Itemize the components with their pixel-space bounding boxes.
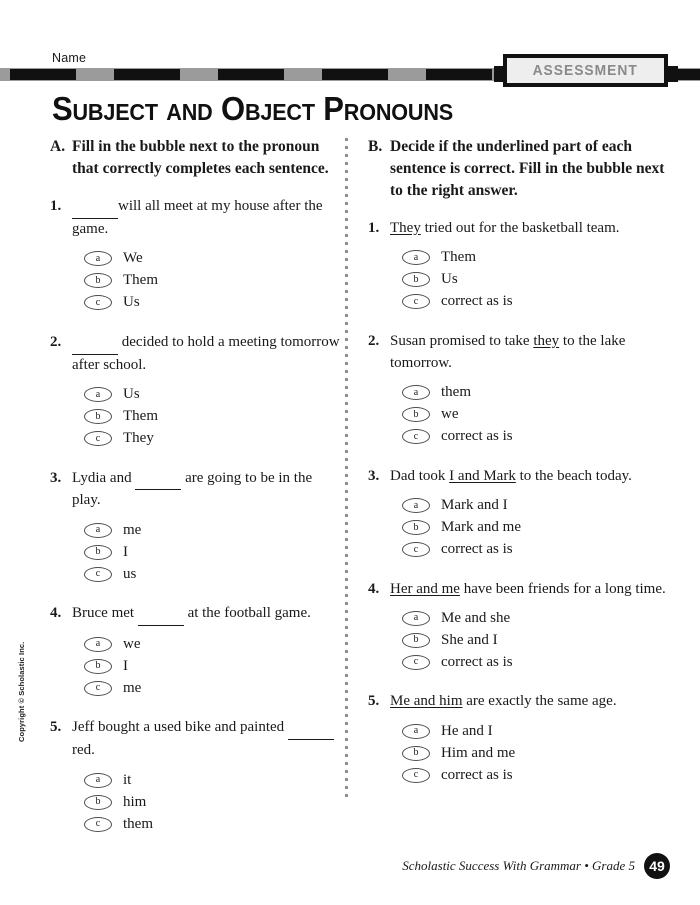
answer-choice-c[interactable] (402, 764, 668, 786)
answer-choice-text: We (123, 250, 143, 267)
answer-choice-b[interactable] (84, 541, 340, 563)
answer-choices (84, 519, 340, 585)
answer-choice-b[interactable] (84, 791, 340, 813)
bubble-letter: b (413, 747, 419, 759)
answer-bubble-icon[interactable] (84, 387, 112, 402)
bubble-letter: c (95, 818, 101, 830)
answer-choice-text: She and I (441, 631, 498, 648)
bubble-letter: a (413, 499, 419, 511)
answer-bubble-icon[interactable] (402, 407, 430, 422)
question-number: 1. (50, 198, 62, 214)
stem-text: Dad took (390, 467, 450, 484)
answer-choice-text: me (123, 679, 142, 696)
question-body (72, 196, 340, 328)
answer-choice-text: Them (123, 408, 158, 425)
answer-bubble-icon[interactable] (84, 295, 112, 310)
question-number: 1. (368, 220, 380, 236)
answer-choice-a[interactable] (84, 633, 340, 655)
answer-choices (84, 384, 340, 450)
answer-bubble-icon[interactable] (84, 567, 112, 582)
bubble-letter: b (413, 408, 419, 420)
answer-bubble-icon[interactable] (84, 817, 112, 832)
answer-choice-a[interactable] (402, 382, 668, 404)
answer-choice-a[interactable] (402, 720, 668, 742)
answer-choices (84, 248, 340, 314)
fill-in-blank[interactable] (72, 332, 118, 355)
stem-text: tried out for the basketball team. (420, 220, 620, 236)
bubble-letter: a (413, 725, 419, 737)
answer-choice-a[interactable] (402, 247, 668, 269)
copyright-notice: Copyright © Scholastic Inc. (17, 641, 26, 742)
answer-choices (402, 607, 668, 673)
answer-choice-text: them (441, 384, 471, 401)
stem-text: Lydia and (72, 469, 136, 486)
question-item (50, 196, 340, 328)
stem-text: Bruce met (72, 605, 138, 622)
answer-choice-c[interactable] (402, 426, 668, 448)
answer-choice-a[interactable] (402, 495, 668, 517)
question-body (390, 331, 668, 462)
question-number: 3. (50, 469, 62, 486)
question-number: 2. (368, 332, 380, 349)
answer-choice-b[interactable] (84, 270, 340, 292)
question-stem (72, 717, 340, 762)
page-number-badge: 49 (644, 853, 670, 879)
name-label: Name (52, 51, 87, 65)
badge-nub-right (666, 66, 678, 82)
bubble-letter: b (95, 410, 101, 422)
bubble-letter: c (95, 432, 101, 444)
answer-bubble-icon[interactable] (402, 724, 430, 739)
answer-choice-c[interactable] (84, 563, 340, 585)
question-body (390, 579, 668, 688)
answer-choice-c[interactable] (84, 292, 340, 314)
bubble-letter: b (95, 660, 101, 672)
answer-choice-b[interactable] (402, 404, 668, 426)
bubble-letter: a (413, 612, 419, 624)
question-body (72, 332, 340, 464)
bubble-letter: c (413, 295, 419, 307)
answer-choice-text: Him and me (441, 744, 516, 761)
fill-in-blank[interactable] (288, 717, 334, 740)
section-letter: A. (50, 138, 66, 155)
question-number: 2. (50, 333, 62, 350)
question-body (390, 218, 668, 327)
answer-choice-text: Us (123, 386, 140, 403)
stem-text: are exactly the same age. (462, 693, 617, 710)
question-body (72, 603, 340, 713)
answer-bubble-icon[interactable] (84, 545, 112, 560)
question-number: 3. (368, 467, 380, 484)
answer-choices (84, 633, 340, 699)
answer-bubble-icon[interactable] (402, 611, 430, 626)
answer-choice-c[interactable] (402, 291, 668, 313)
bubble-letter: c (95, 296, 101, 308)
question-number: 5. (50, 719, 62, 736)
answer-choice-b[interactable] (402, 517, 668, 539)
answer-bubble-icon[interactable] (84, 431, 112, 446)
question-number: 5. (368, 693, 380, 710)
page-title: Subject and Object Pronouns (52, 90, 454, 127)
question-stem (390, 466, 668, 488)
answer-choices (402, 247, 668, 313)
answer-choice-b[interactable] (402, 742, 668, 764)
header-bar-dash (10, 69, 76, 80)
question-item (50, 603, 340, 713)
bubble-letter: a (413, 251, 419, 263)
bubble-letter: a (95, 388, 101, 400)
answer-choice-text: we (441, 406, 459, 423)
bubble-letter: c (95, 568, 101, 580)
answer-choice-text: Us (123, 294, 140, 311)
stem-text: will all meet at my house after the game. (72, 198, 323, 237)
header-bar-dash (322, 69, 388, 80)
question-item (368, 466, 668, 575)
answer-bubble-icon[interactable] (402, 294, 430, 309)
answer-bubble-icon[interactable] (402, 746, 430, 761)
answer-bubble-icon[interactable] (84, 659, 112, 674)
answer-choices (402, 495, 668, 561)
stem-text: to the lake tomorrow. (390, 332, 626, 371)
question-body (390, 691, 668, 800)
answer-choice-a[interactable] (402, 607, 668, 629)
bubble-letter: a (95, 252, 101, 264)
stem-text: red. (72, 742, 95, 759)
question-item (368, 331, 668, 462)
section-b-column (368, 136, 668, 804)
answer-choice-text: we (123, 635, 141, 652)
answer-choices (402, 720, 668, 786)
column-divider (345, 138, 348, 800)
answer-choice-text: me (123, 521, 142, 538)
header-bar-dash (114, 69, 180, 80)
bubble-letter: a (95, 524, 101, 536)
bubble-letter: b (413, 634, 419, 646)
answer-choice-text: Mark and I (441, 497, 508, 514)
page-footer (402, 853, 670, 879)
answer-bubble-icon[interactable] (84, 637, 112, 652)
answer-choice-text: I (123, 657, 128, 674)
question-number: 4. (50, 605, 62, 622)
answer-bubble-icon[interactable] (402, 520, 430, 535)
answer-bubble-icon[interactable] (402, 272, 430, 287)
question-body (72, 717, 340, 849)
answer-choice-text: They (123, 430, 154, 447)
answer-bubble-icon[interactable] (84, 251, 112, 266)
bubble-letter: a (95, 638, 101, 650)
answer-choice-b[interactable] (84, 406, 340, 428)
answer-choice-text: him (123, 793, 147, 810)
bubble-letter: c (95, 682, 101, 694)
bubble-letter: b (95, 546, 101, 558)
answer-choice-c[interactable] (402, 651, 668, 673)
answer-choice-c[interactable] (84, 428, 340, 450)
question-item (50, 717, 340, 849)
answer-choice-b[interactable] (402, 269, 668, 291)
stem-text: have been friends for a long time. (459, 580, 666, 597)
section-instructions-text: Decide if the underlined part of each sentence is correct. Fill in the bubble next to the right answer. (390, 138, 665, 199)
fill-in-blank[interactable] (135, 468, 181, 491)
section-instructions (368, 136, 668, 202)
answer-choice-text: He and I (441, 722, 493, 739)
question-item (50, 468, 340, 600)
header-bar-dash (218, 69, 284, 80)
answer-bubble-icon[interactable] (84, 523, 112, 538)
fill-in-blank[interactable] (138, 603, 184, 626)
answer-choice-text: it (123, 771, 132, 788)
bubble-letter: c (413, 430, 419, 442)
question-item (368, 691, 668, 800)
answer-choice-text: correct as is (441, 766, 513, 783)
question-stem (390, 331, 668, 375)
answer-choice-text: I (123, 543, 128, 560)
question-body (72, 468, 340, 600)
answer-bubble-icon[interactable] (402, 498, 430, 513)
answer-choice-text: Mark and me (441, 519, 521, 536)
question-stem (390, 218, 668, 240)
answer-bubble-icon[interactable] (402, 655, 430, 670)
stem-text: at the football game. (183, 605, 311, 622)
bubble-letter: b (95, 796, 101, 808)
question-number: 4. (368, 580, 380, 597)
answer-bubble-icon[interactable] (402, 385, 430, 400)
section-a-column (50, 136, 340, 853)
section-letter: B. (368, 138, 383, 155)
answer-bubble-icon[interactable] (84, 273, 112, 288)
answer-choice-a[interactable] (84, 519, 340, 541)
answer-choice-b[interactable] (84, 655, 340, 677)
bubble-letter: b (413, 273, 419, 285)
bubble-letter: c (413, 769, 419, 781)
bubble-letter: a (95, 774, 101, 786)
underlined-phrase: I and Mark (449, 467, 516, 484)
answer-choice-c[interactable] (84, 677, 340, 699)
question-stem (72, 196, 340, 241)
stem-text: are going to be in the play. (72, 469, 313, 509)
footer-series-text: Scholastic Success With Grammar • Grade 5 (402, 858, 635, 873)
answer-choice-text: Me and she (441, 609, 511, 626)
question-item (368, 579, 668, 688)
stem-text: to the beach today. (515, 467, 632, 484)
question-stem (390, 691, 668, 713)
answer-choice-a[interactable] (84, 248, 340, 270)
answer-choice-text: correct as is (441, 293, 513, 310)
question-stem (72, 468, 340, 513)
section-instructions (50, 136, 340, 180)
fill-in-blank[interactable] (72, 196, 118, 219)
answer-choice-a[interactable] (84, 769, 340, 791)
bubble-letter: b (95, 274, 101, 286)
answer-choice-text: correct as is (441, 428, 513, 445)
answer-bubble-icon[interactable] (84, 795, 112, 810)
answer-choices (402, 382, 668, 448)
question-stem (390, 579, 668, 601)
bubble-letter: a (413, 386, 419, 398)
assessment-badge (503, 54, 668, 87)
assessment-badge-label: ASSESSMENT (532, 62, 639, 79)
answer-choice-c[interactable] (402, 539, 668, 561)
badge-nub-left (494, 66, 506, 82)
answer-choice-text: Them (123, 272, 158, 289)
answer-bubble-icon[interactable] (84, 409, 112, 424)
answer-bubble-icon[interactable] (402, 542, 430, 557)
question-item (50, 332, 340, 464)
answer-bubble-icon[interactable] (402, 250, 430, 265)
underlined-phrase: Her and me (390, 580, 460, 597)
answer-choice-text: Us (441, 271, 458, 288)
answer-bubble-icon[interactable] (84, 773, 112, 788)
underlined-phrase: They (390, 220, 421, 236)
section-instructions-text: Fill in the bubble next to the pronoun that correctly completes each sentence. (72, 138, 329, 177)
bubble-letter: c (413, 656, 419, 668)
stem-text: decided to hold a meeting tomorrow after school. (72, 333, 340, 373)
answer-choice-c[interactable] (84, 813, 340, 835)
answer-choices (84, 769, 340, 835)
answer-bubble-icon[interactable] (402, 768, 430, 783)
answer-choice-a[interactable] (84, 384, 340, 406)
answer-bubble-icon[interactable] (402, 633, 430, 648)
underlined-phrase: they (533, 332, 560, 349)
answer-choice-text: Them (441, 249, 476, 266)
question-body (390, 466, 668, 575)
question-item (368, 218, 668, 327)
header-bar-dash (426, 69, 492, 80)
answer-choice-text: them (123, 815, 153, 832)
stem-text: Jeff bought a used bike and painted (72, 719, 288, 736)
answer-choice-b[interactable] (402, 629, 668, 651)
stem-text: Susan promised to take (390, 332, 534, 349)
answer-bubble-icon[interactable] (84, 681, 112, 696)
answer-choice-text: correct as is (441, 541, 513, 558)
answer-choice-text: correct as is (441, 653, 513, 670)
underlined-phrase: Me and him (390, 693, 463, 710)
question-stem (72, 332, 340, 377)
bubble-letter: c (413, 543, 419, 555)
bubble-letter: b (413, 521, 419, 533)
answer-bubble-icon[interactable] (402, 429, 430, 444)
answer-choice-text: us (123, 565, 137, 582)
question-stem (72, 603, 340, 626)
